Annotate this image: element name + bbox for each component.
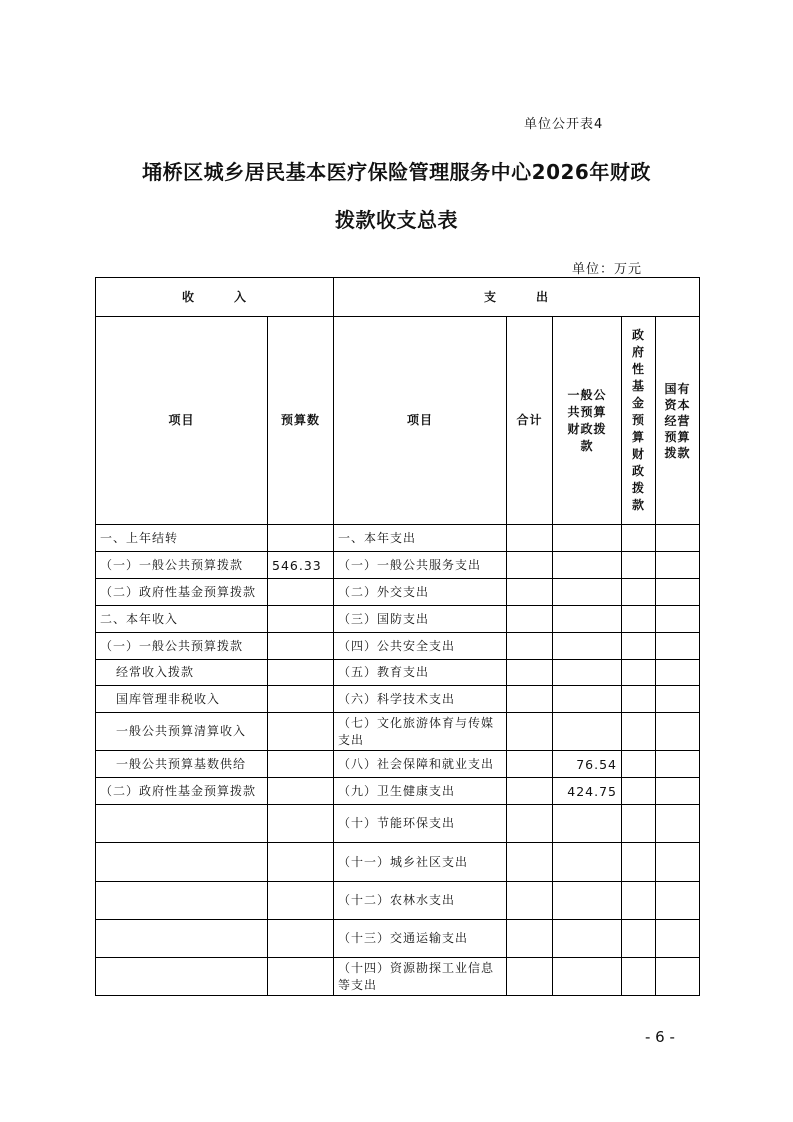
table-row: [96, 713, 700, 751]
expense-item-cell: （九）卫生健康支出: [334, 778, 507, 805]
income-budget-cell: [268, 713, 334, 751]
general-budget-cell: [553, 920, 622, 958]
state-capital-cell: [656, 606, 700, 633]
expense-item-cell: （十三）交通运输支出: [334, 920, 507, 958]
col-total: 合计: [507, 317, 553, 525]
table-row: [96, 920, 700, 958]
gov-fund-cell: [622, 805, 656, 843]
state-capital-cell: [656, 920, 700, 958]
total-cell: [507, 843, 553, 882]
gov-fund-cell: [622, 882, 656, 920]
unit-label: 单位：万元: [572, 262, 643, 277]
general-budget-cell: [553, 713, 622, 751]
gov-fund-cell: [622, 686, 656, 713]
expense-section-header: 支 出: [334, 278, 700, 317]
expense-item-cell: 一、本年支出: [334, 525, 507, 552]
table-row: [96, 579, 700, 606]
income-item-cell: [96, 958, 268, 996]
table-row: [96, 778, 700, 805]
general-budget-cell: [553, 843, 622, 882]
state-capital-cell: [656, 958, 700, 996]
col-general-budget: 一般公共预算财政拨款: [553, 317, 622, 525]
total-cell: [507, 633, 553, 660]
income-section-header: 收 入: [96, 278, 334, 317]
general-budget-cell: [553, 882, 622, 920]
total-cell: [507, 958, 553, 996]
general-budget-cell: [553, 525, 622, 552]
income-item-cell: 国库管理非税收入: [96, 686, 268, 713]
table-row: [96, 606, 700, 633]
total-cell: [507, 686, 553, 713]
table-row: [96, 958, 700, 996]
gov-fund-cell: [622, 552, 656, 579]
table-row: [96, 633, 700, 660]
table-row: [96, 525, 700, 552]
gov-fund-cell: [622, 751, 656, 778]
income-budget-cell: [268, 606, 334, 633]
state-capital-cell: [656, 713, 700, 751]
expense-item-cell: （十一）城乡社区支出: [334, 843, 507, 882]
state-capital-cell: [656, 751, 700, 778]
income-budget-cell: 546.33: [268, 552, 334, 579]
budget-table: [95, 277, 700, 996]
state-capital-cell: [656, 805, 700, 843]
gov-fund-cell: [622, 958, 656, 996]
col-state-capital: 国有资本经营预算拨款: [656, 317, 700, 525]
page-title: 埇桥区城乡居民基本医疗保险管理服务中心2026年财政: [142, 160, 651, 184]
gov-fund-cell: [622, 920, 656, 958]
state-capital-cell: [656, 660, 700, 686]
table-row: [96, 751, 700, 778]
gov-fund-cell: [622, 606, 656, 633]
general-budget-cell: 76.54: [553, 751, 622, 778]
general-budget-cell: 424.75: [553, 778, 622, 805]
total-cell: [507, 606, 553, 633]
table-row: [96, 552, 700, 579]
expense-item-cell: （七）文化旅游体育与传媒支出: [334, 713, 507, 751]
table-row: [96, 843, 700, 882]
total-cell: [507, 920, 553, 958]
total-cell: [507, 882, 553, 920]
general-budget-cell: [553, 579, 622, 606]
table-row: [96, 882, 700, 920]
income-item-cell: 一、上年结转: [96, 525, 268, 552]
table-row: [96, 660, 700, 686]
general-budget-cell: [553, 660, 622, 686]
total-cell: [507, 552, 553, 579]
page-label: 单位公开表4: [524, 117, 604, 132]
income-budget-cell: [268, 882, 334, 920]
general-budget-cell: [553, 552, 622, 579]
income-item-cell: （二）政府性基金预算拨款: [96, 778, 268, 805]
income-item-cell: （一）一般公共预算拨款: [96, 633, 268, 660]
expense-item-cell: （十）节能环保支出: [334, 805, 507, 843]
table-row: [96, 686, 700, 713]
income-budget-cell: [268, 751, 334, 778]
income-budget-cell: [268, 633, 334, 660]
col-expense-item: 项目: [334, 317, 507, 525]
income-item-cell: （一）一般公共预算拨款: [96, 552, 268, 579]
income-budget-cell: [268, 958, 334, 996]
total-cell: [507, 751, 553, 778]
gov-fund-cell: [622, 778, 656, 805]
general-budget-cell: [553, 686, 622, 713]
total-cell: [507, 660, 553, 686]
expense-item-cell: （三）国防支出: [334, 606, 507, 633]
expense-item-cell: （六）科学技术支出: [334, 686, 507, 713]
income-budget-cell: [268, 805, 334, 843]
gov-fund-cell: [622, 843, 656, 882]
income-budget-cell: [268, 660, 334, 686]
expense-item-cell: （十四）资源勘探工业信息等支出: [334, 958, 507, 996]
income-item-cell: [96, 843, 268, 882]
expense-item-cell: （四）公共安全支出: [334, 633, 507, 660]
total-cell: [507, 713, 553, 751]
gov-fund-cell: [622, 525, 656, 552]
table-row: [96, 805, 700, 843]
income-item-cell: （二）政府性基金预算拨款: [96, 579, 268, 606]
state-capital-cell: [656, 525, 700, 552]
expense-item-cell: （八）社会保障和就业支出: [334, 751, 507, 778]
expense-item-cell: （一）一般公共服务支出: [334, 552, 507, 579]
income-budget-cell: [268, 778, 334, 805]
expense-item-cell: （五）教育支出: [334, 660, 507, 686]
income-item-cell: [96, 805, 268, 843]
expense-item-cell: （二）外交支出: [334, 579, 507, 606]
gov-fund-cell: [622, 633, 656, 660]
total-cell: [507, 579, 553, 606]
income-budget-cell: [268, 843, 334, 882]
state-capital-cell: [656, 552, 700, 579]
col-gov-fund: 政府性基金预算财政拨款: [622, 317, 656, 525]
state-capital-cell: [656, 882, 700, 920]
income-item-cell: [96, 920, 268, 958]
gov-fund-cell: [622, 660, 656, 686]
state-capital-cell: [656, 633, 700, 660]
total-cell: [507, 805, 553, 843]
col-income-budget: 预算数: [268, 317, 334, 525]
state-capital-cell: [656, 686, 700, 713]
income-item-cell: 一般公共预算清算收入: [96, 713, 268, 751]
gov-fund-cell: [622, 579, 656, 606]
income-item-cell: 经常收入拨款: [96, 660, 268, 686]
expense-item-cell: （十二）农林水支出: [334, 882, 507, 920]
total-cell: [507, 525, 553, 552]
income-item-cell: 二、本年收入: [96, 606, 268, 633]
gov-fund-cell: [622, 713, 656, 751]
page-subtitle: 拨款收支总表: [335, 208, 458, 232]
col-income-item: 项目: [96, 317, 268, 525]
general-budget-cell: [553, 805, 622, 843]
income-budget-cell: [268, 920, 334, 958]
state-capital-cell: [656, 579, 700, 606]
income-item-cell: [96, 882, 268, 920]
state-capital-cell: [656, 843, 700, 882]
general-budget-cell: [553, 606, 622, 633]
income-item-cell: 一般公共预算基数供给: [96, 751, 268, 778]
income-budget-cell: [268, 686, 334, 713]
state-capital-cell: [656, 778, 700, 805]
total-cell: [507, 778, 553, 805]
page-number: - 6 -: [645, 1028, 675, 1046]
general-budget-cell: [553, 633, 622, 660]
income-budget-cell: [268, 579, 334, 606]
income-budget-cell: [268, 525, 334, 552]
general-budget-cell: [553, 958, 622, 996]
